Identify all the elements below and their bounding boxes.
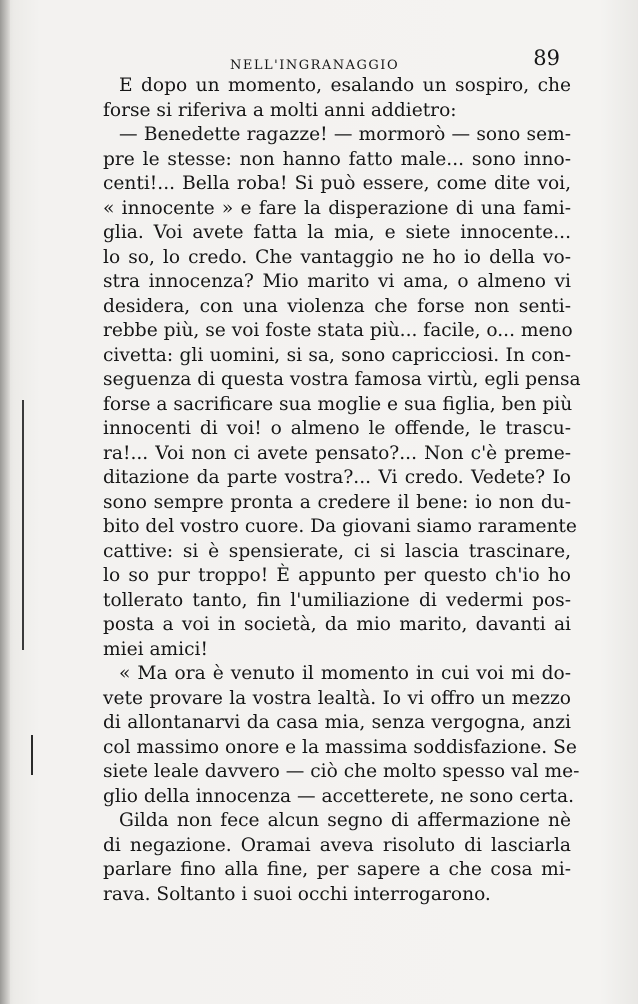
margin-pencil-mark (31, 735, 33, 775)
text-line: glia. Voi avete fatta la mia, e siete innocente... (103, 222, 571, 243)
text-line: stra innocenza? Mio marito vi ama, o almeno vi (103, 271, 571, 292)
text-line: civetta: gli uomini, si sa, sono capricciosi. In con- (103, 344, 571, 366)
text-line: col massimo onore e la massima soddisfazione. Se (103, 736, 577, 758)
text-line: forse a sacrificare sua moglie e sua figlia, ben più (103, 393, 573, 415)
running-head: NELL'INGRANAGGIO (230, 58, 400, 73)
text-line: sono sempre pronta a credere il bene: io non du- (103, 491, 571, 513)
page-header (230, 46, 560, 76)
text-line: — Benedette ragazze! — mormorò — sono sem- (119, 124, 571, 145)
text-line: miei amici! (103, 638, 208, 660)
body-text (103, 74, 581, 907)
text-line: bito del vostro cuore. Da giovani siamo raramente (103, 516, 577, 537)
text-line: rava. Soltanto i suoi occhi interrogarono. (103, 883, 491, 905)
text-line: vete provare la vostra lealtà. Io vi offro un mezzo (103, 687, 571, 709)
text-line: desidera, con una violenza che forse non senti- (103, 295, 571, 317)
text-line: cattive: si è spensierate, ci si lascia trascinare, (103, 540, 571, 562)
text-line: « innocente » e fare la disperazione di una fami- (103, 197, 571, 219)
text-line: seguenza di questa vostra famosa virtù, egli pensa (103, 369, 581, 390)
margin-pencil-mark (22, 400, 24, 650)
text-line: tollerato tanto, fin l'umiliazione di vedermi pos- (103, 589, 571, 611)
text-line: glio della innocenza — accetterete, ne sono certa. (103, 785, 575, 807)
text-line: rebbe più, se voi foste stata più... facile, o... meno (103, 320, 573, 341)
text-line: ditazione da parte vostra?... Vi credo. Vedete? Io (103, 467, 571, 488)
text-line: ra!... Voi non ci avete pensato?... Non c'è preme- (103, 442, 571, 464)
text-line: di negazione. Oramai aveva risoluto di lasciarla (103, 834, 571, 856)
text-line: forse si riferiva a molti anni addietro: (103, 99, 457, 121)
page-number: 89 (533, 46, 560, 70)
text-line: « Ma ora è venuto il momento in cui voi mi do- (119, 663, 571, 684)
text-line: lo so pur troppo! È appunto per questo ch'io ho (103, 565, 571, 586)
text-line: parlare fino alla fine, per sapere a che cosa mi- (103, 859, 571, 880)
text-line: E dopo un momento, esalando un sospiro, che (119, 75, 571, 96)
text-line: posta a voi in società, da mio marito, davanti ai (103, 614, 571, 635)
text-line: siete leale davvero — ciò che molto spesso val me- (103, 761, 580, 782)
text-line: pre le stesse: non hanno fatto male... sono inno- (103, 148, 571, 170)
text-line: di allontanarvi da casa mia, senza vergogna, anzi (103, 712, 571, 733)
text-line: centi!... Bella roba! Si può essere, come dite voi, (103, 173, 571, 194)
text-line: lo so, lo credo. Che vantaggio ne ho io della vo- (103, 246, 571, 268)
text-line: Gilda non fece alcun segno di affermazione nè (119, 810, 571, 831)
text-line: innocenti di voi! o almeno le offende, le trascu- (103, 418, 571, 439)
binding-shadow (0, 0, 10, 1004)
